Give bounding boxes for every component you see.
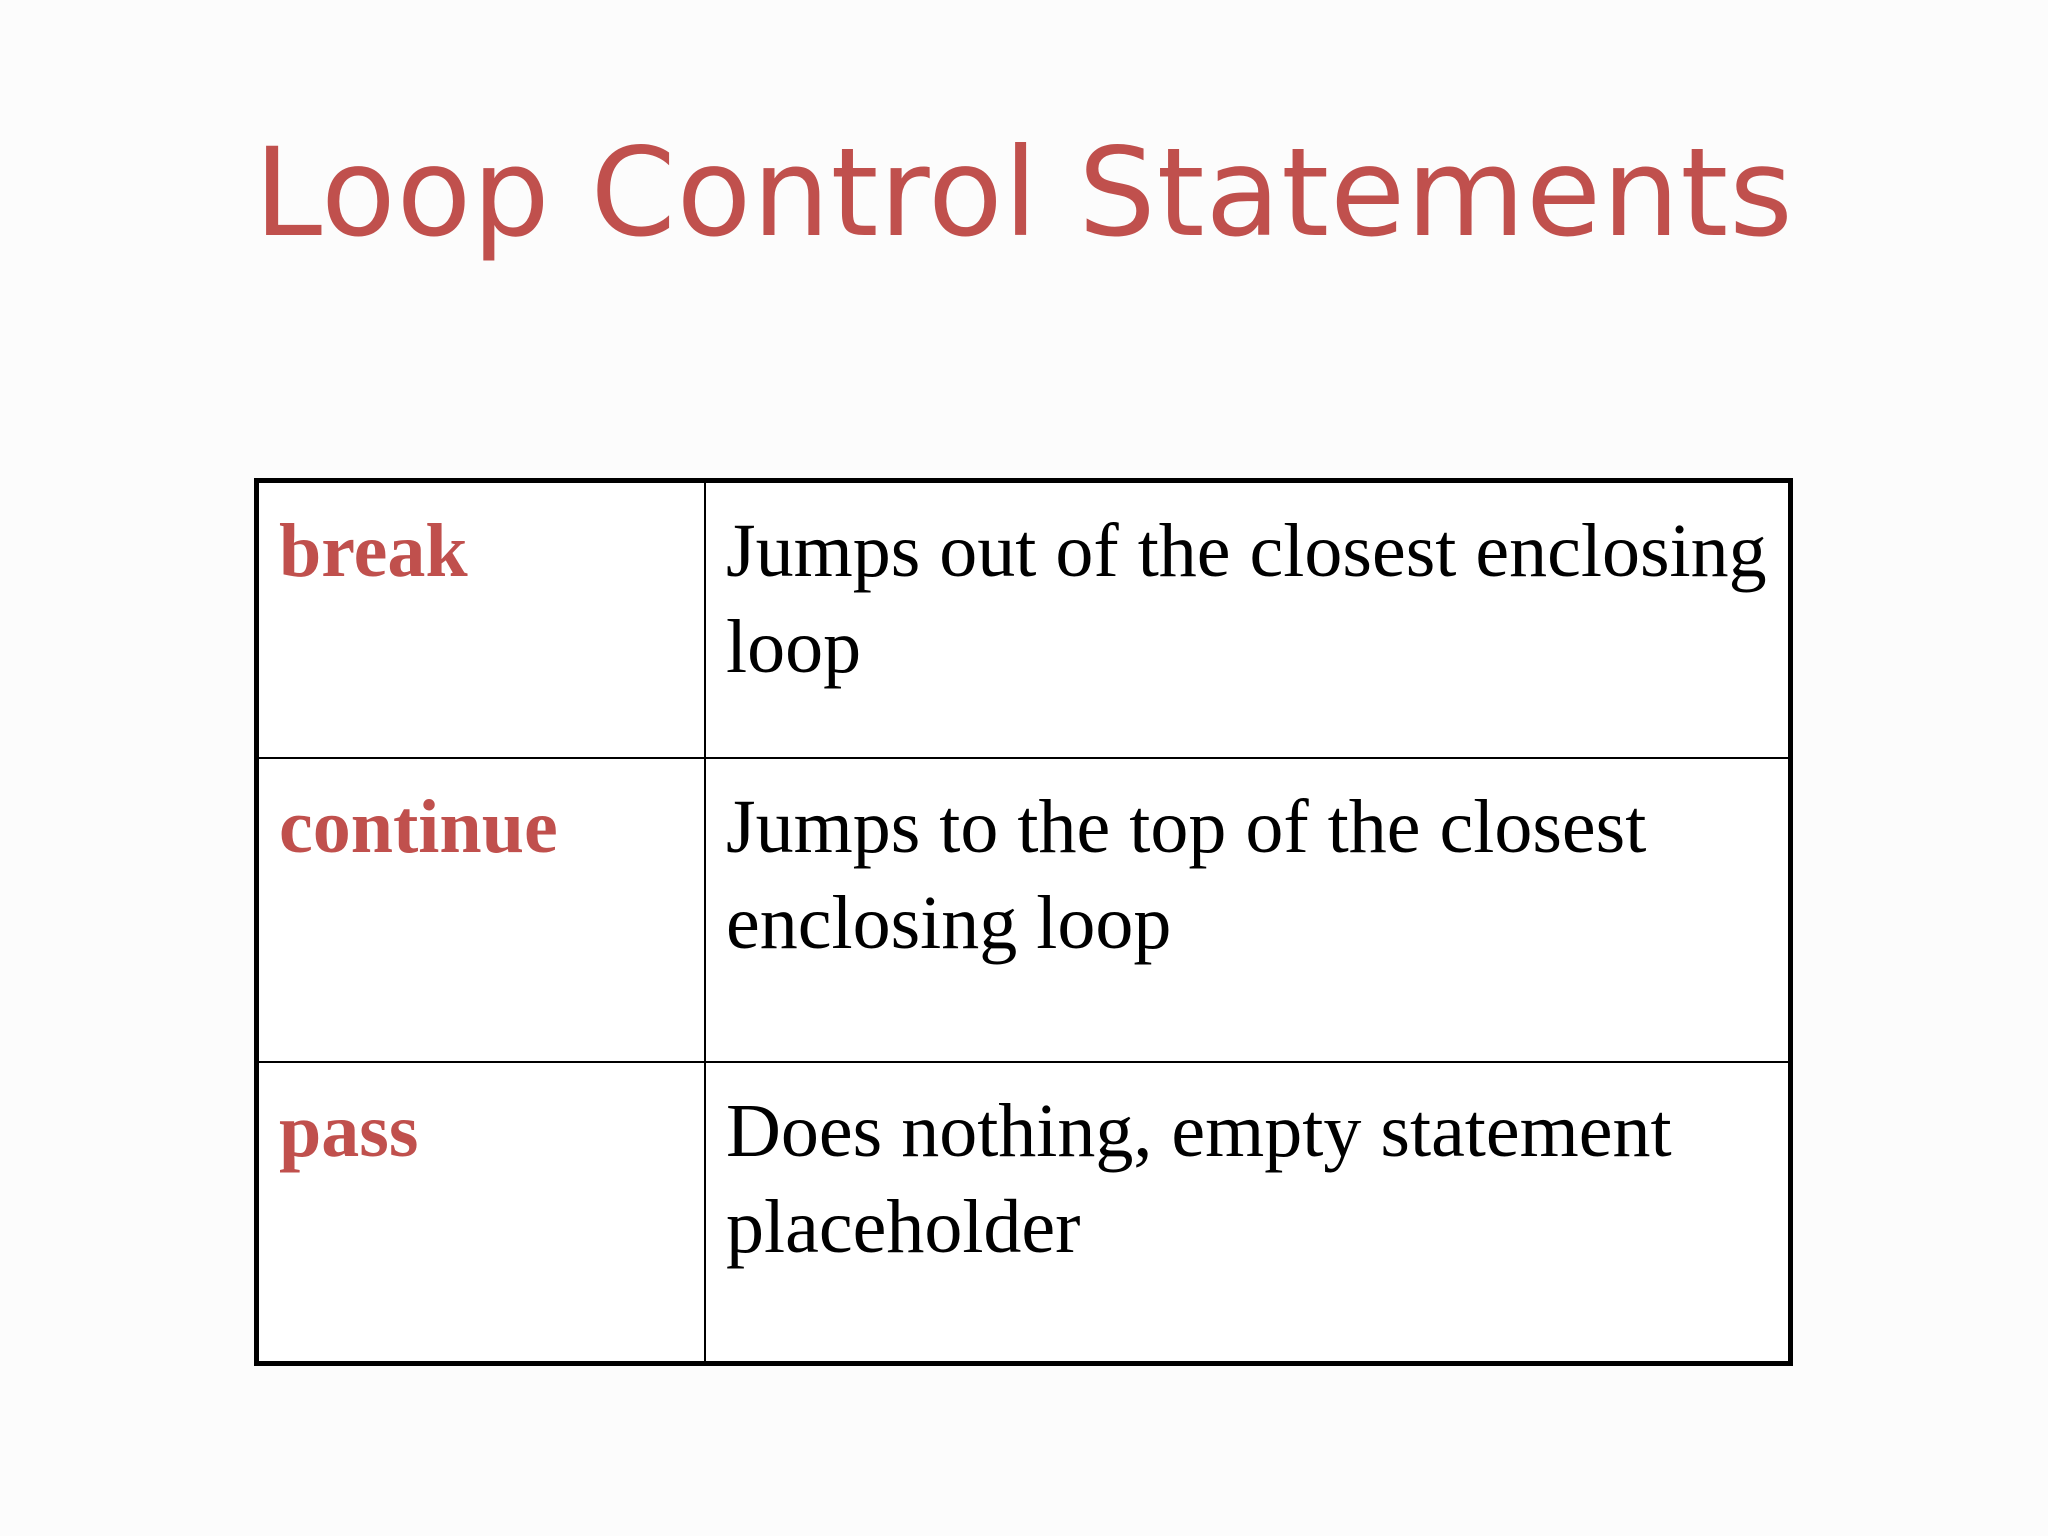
loop-control-table bbox=[254, 478, 1793, 1366]
description-cell: Does nothing, empty statement placeholder bbox=[705, 1062, 1788, 1365]
table-row bbox=[259, 483, 1788, 758]
table-row bbox=[259, 758, 1788, 1062]
keyword-cell: break bbox=[259, 483, 705, 758]
description-cell: Jumps to the top of the closest enclosing loop bbox=[705, 758, 1788, 1062]
description-cell: Jumps out of the closest enclosing loop bbox=[705, 483, 1788, 758]
table-row bbox=[259, 1062, 1788, 1365]
keyword-cell: pass bbox=[259, 1062, 705, 1365]
slide-title: Loop Control Statements bbox=[254, 122, 1794, 264]
keyword-cell: continue bbox=[259, 758, 705, 1062]
statements-table bbox=[259, 483, 1788, 1365]
